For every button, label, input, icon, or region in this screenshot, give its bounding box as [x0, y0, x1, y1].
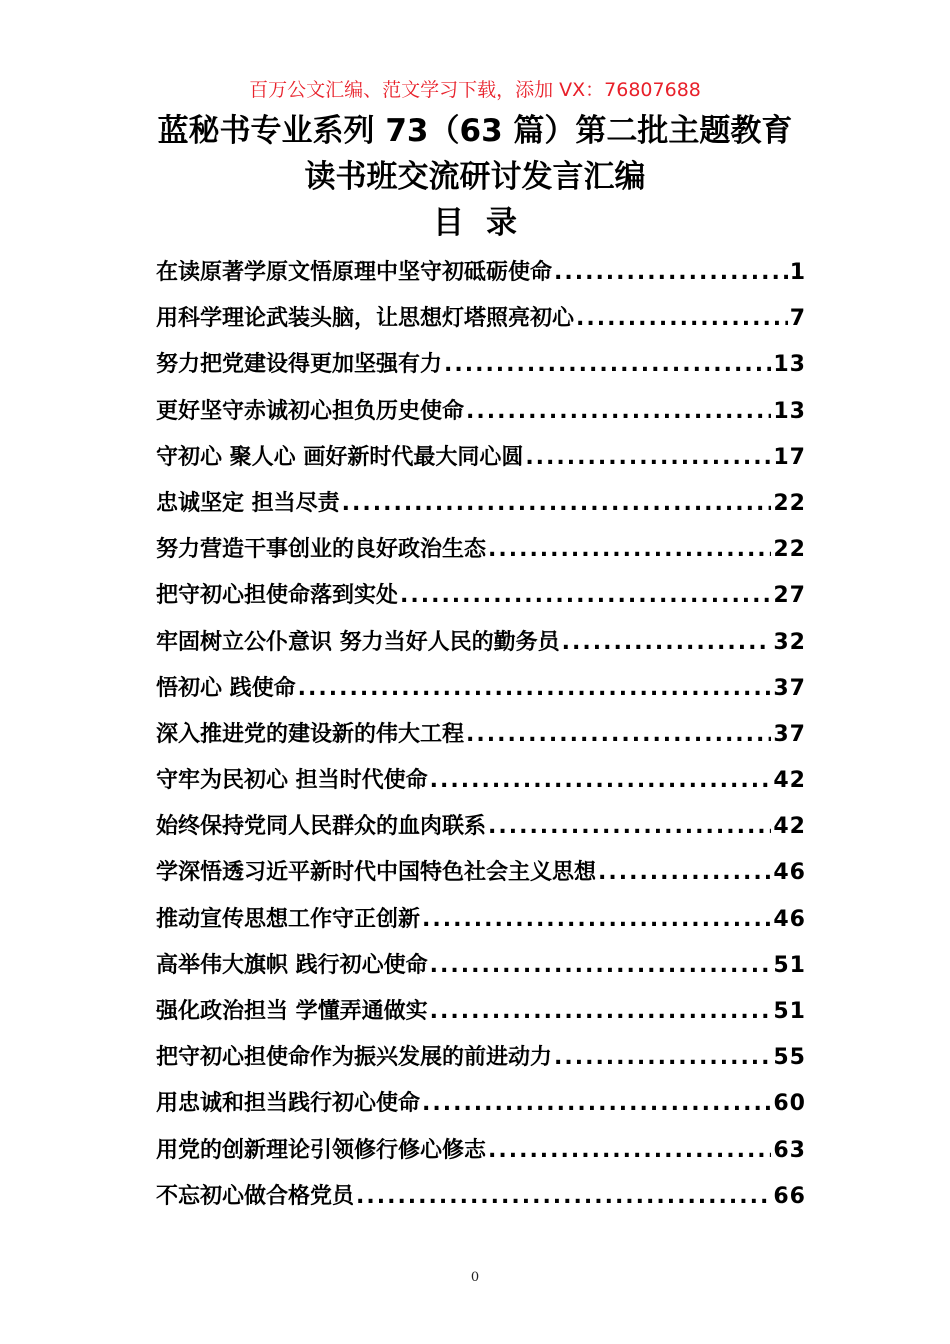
toc-entry-page: 37 [773, 675, 806, 701]
toc-heading: 目录 [433, 205, 539, 241]
document-title-line1: 蓝秘书专业系列 73（63 篇）第二批主题教育 [157, 113, 793, 149]
toc-leader-dots [444, 342, 771, 388]
toc-entry-title: 深入推进党的建设新的伟大工程 [156, 721, 465, 747]
toc-entry[interactable] [156, 897, 806, 943]
toc-entry-page: 51 [773, 999, 806, 1024]
toc-leader-dots [576, 296, 788, 342]
toc-leader-dots [525, 435, 771, 481]
toc-entry[interactable] [156, 573, 806, 619]
toc-leader-dots [466, 389, 771, 435]
toc-leader-dots [488, 804, 771, 850]
toc-leader-dots [356, 1174, 771, 1220]
toc-entry-title: 用忠诚和担当践行初心使命 [156, 1091, 421, 1117]
toc-leader-dots [554, 1035, 771, 1081]
toc-entry-page: 51 [773, 952, 806, 978]
toc-leader-dots [298, 666, 772, 712]
toc-entry[interactable] [156, 527, 806, 573]
toc-entry[interactable] [156, 1128, 806, 1174]
toc-entry[interactable] [156, 435, 806, 481]
toc-entry[interactable] [156, 804, 806, 850]
toc-entry-title: 学深悟透习近平新时代中国特色社会主义思想 [156, 860, 597, 886]
toc-entry-title: 推动宣传思想工作守正创新 [156, 906, 421, 932]
toc-entry-title: 在读原著学原文悟原理中坚守初砥砺使命 [156, 260, 553, 285]
toc-entry-page: 46 [773, 860, 806, 886]
toc-entry-title: 更好坚守赤诚初心担负历史使命 [156, 398, 465, 424]
toc-leader-dots [430, 758, 772, 804]
toc-entry-page: 32 [773, 629, 806, 655]
toc-entry-title: 用科学理论武装头脑，让思想灯塔照亮初心 [156, 306, 575, 332]
toc-entry[interactable] [156, 1035, 806, 1081]
toc-entry-page: 42 [773, 814, 806, 840]
toc-entry-title: 努力营造干事创业的良好政治生态 [156, 537, 487, 563]
toc-leader-dots [598, 850, 771, 896]
toc-entry-page: 55 [773, 1045, 806, 1071]
toc-entry-page: 27 [773, 583, 806, 609]
toc-entry-title: 守牢为民初心 担当时代使命 [156, 768, 428, 794]
toc-entry-title: 把守初心担使命作为振兴发展的前进动力 [156, 1045, 553, 1071]
toc-entry[interactable] [156, 250, 806, 296]
toc-entry-title: 高举伟大旗帜 践行初心使命 [156, 952, 428, 978]
toc-entry[interactable] [156, 1081, 806, 1127]
toc-leader-dots [430, 989, 772, 1035]
toc-entry-page: 46 [773, 906, 806, 932]
toc-entry-page: 42 [773, 768, 806, 794]
toc-leader-dots [562, 620, 772, 666]
toc-leader-dots [554, 250, 788, 296]
toc-leader-dots [430, 943, 772, 989]
toc-entry-page: 1 [789, 260, 806, 285]
toc-entry-page: 13 [773, 398, 806, 424]
toc-entry-page: 7 [789, 306, 806, 332]
toc-entry[interactable] [156, 712, 806, 758]
toc-entry[interactable] [156, 620, 806, 666]
toc-entry-title: 始终保持党同人民群众的血肉联系 [156, 814, 487, 840]
toc-entry-title: 把守初心担使命落到实处 [156, 583, 399, 609]
toc-entry-page: 66 [773, 1183, 806, 1209]
toc-leader-dots [342, 481, 772, 527]
toc-leader-dots [488, 527, 771, 573]
toc-entry-title: 牢固树立公仆意识 努力当好人民的勤务员 [156, 629, 560, 655]
toc-entry[interactable] [156, 296, 806, 342]
toc-entry-title: 强化政治担当 学懂弄通做实 [156, 999, 428, 1024]
watermark-text: 百万公文汇编、范文学习下载，添加 VX：76807688 [249, 79, 701, 101]
toc-leader-dots [422, 1081, 771, 1127]
toc-entry[interactable] [156, 481, 806, 527]
toc-entry-page: 60 [773, 1091, 806, 1117]
toc-leader-dots [422, 897, 771, 943]
toc-entry[interactable] [156, 758, 806, 804]
toc-entry-page: 22 [773, 537, 806, 563]
toc-entry-page: 37 [773, 721, 806, 747]
toc-entry-title: 忠诚坚定 担当尽责 [156, 490, 340, 516]
page-number: 0 [470, 1270, 480, 1285]
toc-entry-title: 用党的创新理论引领修行修心修志 [156, 1137, 487, 1163]
toc-entry[interactable] [156, 666, 806, 712]
document-title-line2: 读书班交流研讨发言汇编 [304, 159, 646, 195]
toc-entry[interactable] [156, 989, 806, 1035]
toc-entry[interactable] [156, 1174, 806, 1220]
toc-entry-title: 努力把党建设得更加坚强有力 [156, 352, 443, 378]
toc-leader-dots [400, 573, 771, 619]
toc-leader-dots [488, 1128, 771, 1174]
toc-entry-page: 13 [773, 352, 806, 378]
toc-entry-title: 不忘初心做合格党员 [156, 1183, 355, 1209]
toc-entry-page: 63 [773, 1137, 806, 1163]
toc-entry[interactable] [156, 389, 806, 435]
toc-entry[interactable] [156, 850, 806, 896]
toc-entry[interactable] [156, 943, 806, 989]
toc-entry-page: 17 [773, 444, 806, 470]
toc-leader-dots [466, 712, 771, 758]
toc-entry[interactable] [156, 342, 806, 388]
toc-entry-title: 悟初心 践使命 [156, 675, 296, 701]
toc-entry-page: 22 [773, 490, 806, 516]
toc-entry-title: 守初心 聚人心 画好新时代最大同心圆 [156, 444, 524, 470]
table-of-contents [156, 250, 806, 1220]
